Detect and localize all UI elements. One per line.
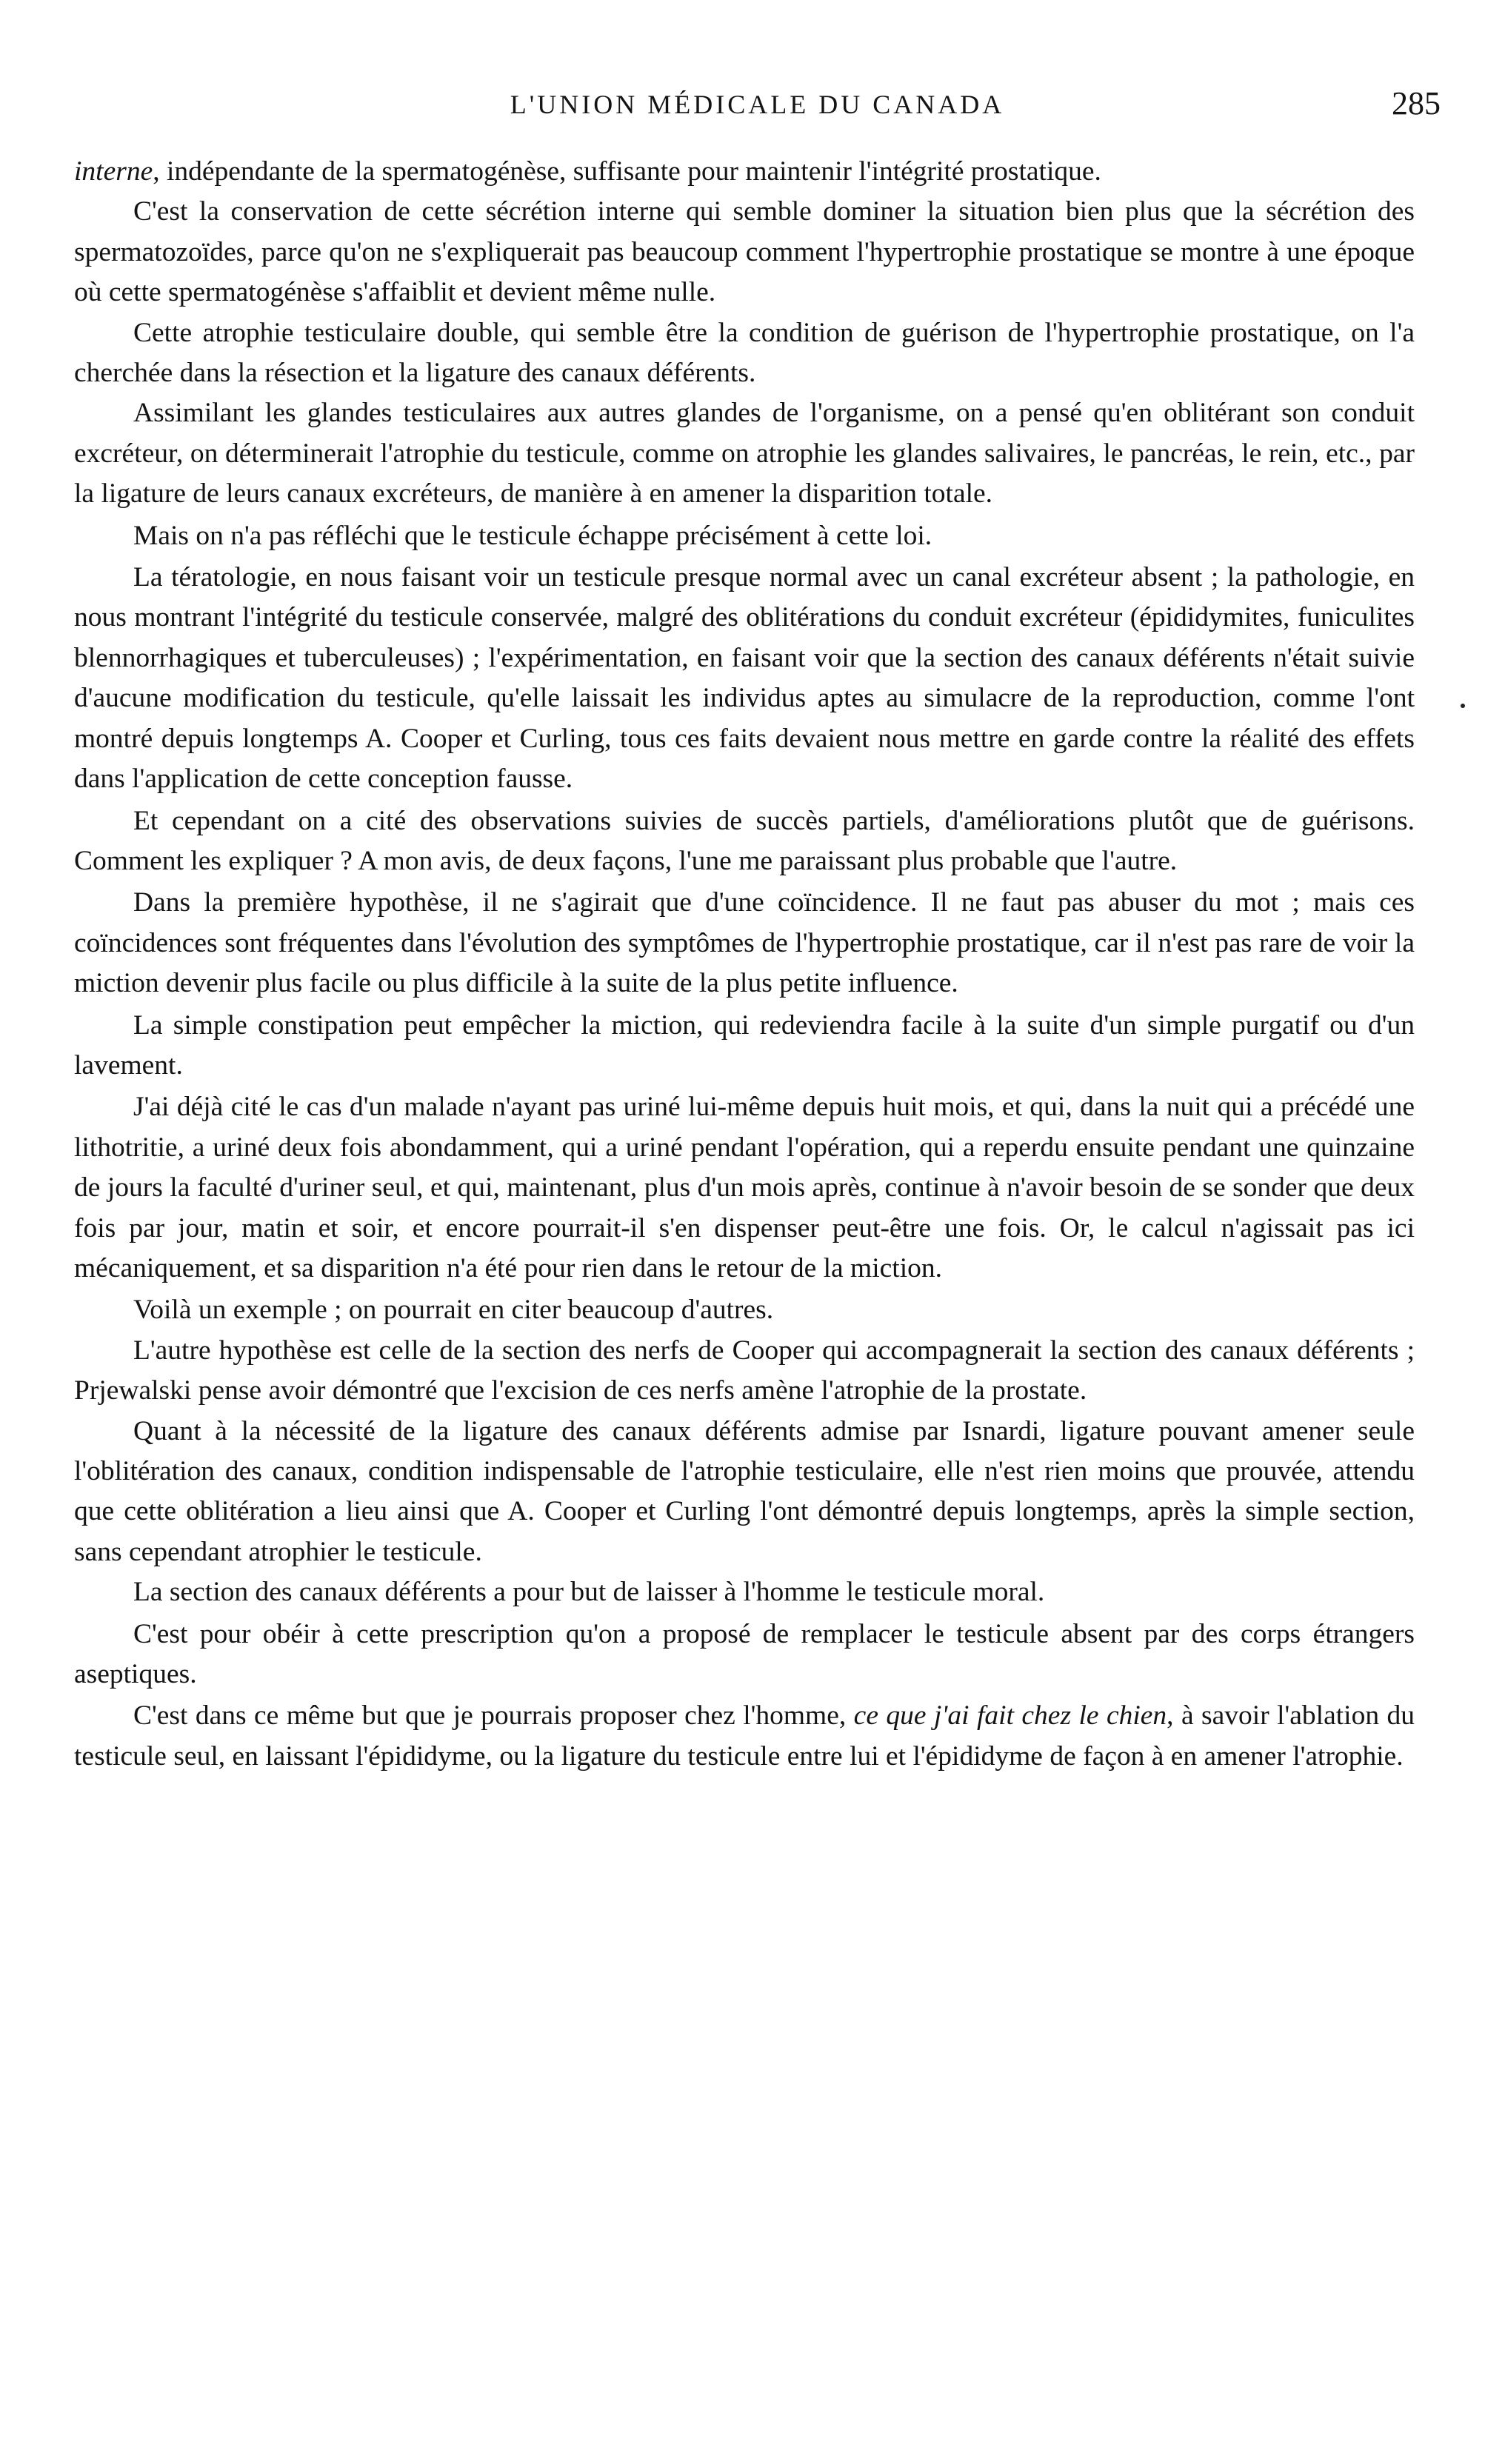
paragraph-text: , indépendante de la spermatogénèse, suffisante pour maintenir l'intégrité prostatique. bbox=[153, 156, 1101, 187]
paragraph-6: La tératologie, en nous faisant voir un testicule presque normal avec un canal excréteur absent ; la pathologie, en nous montrant l'intégrité du testicule conservée, malgré des oblitérations du conduit excréteur (épididymites, funiculites blennorrhagiques et tuberculeuses) ; l'expérimentation, en faisant voir que la section des canaux déférents n'était suivie d'aucune modification du testicule, qu'elle laissait les individus aptes au simulacre de la reproduction, comme l'ont montré depuis longtemps A. Cooper et Curling, tous ces faits devaient nous mettre en garde contre la réalité des effets dans l'application de cette conception fausse. bbox=[74, 562, 1415, 795]
paragraph-15: C'est pour obéir à cette prescription qu'on a proposé de remplacer le testicule absent par des corps étrangers aseptiques. bbox=[74, 1618, 1415, 1690]
running-title: L'UNION MÉDICALE DU CANADA bbox=[510, 90, 1005, 119]
paragraph-9: La simple constipation peut empêcher la miction, qui redeviendra facile à la suite d'un simple purgatif ou d'un lavement. bbox=[74, 1009, 1415, 1081]
italic-phrase: ce que j'ai fait chez le chien bbox=[853, 1700, 1167, 1732]
paragraph-text: , à savoir l'ablation du testicule seul, en laissant l'épididyme, ou la ligature du testicule entre lui et l'épididyme de façon à en amener l'atrophie. bbox=[74, 1700, 1415, 1772]
page-number: 285 bbox=[1392, 85, 1441, 121]
paragraph-13: Quant à la nécessité de la ligature des canaux déférents admise par Isnardi, ligature pouvant amener seule l'oblitération des canaux, condition indispensable de l'atrophie testiculaire, elle n'est rien moins que prouvée, attendu que cette oblitération a lieu ainsi que A. Cooper et Curling l'ont démontré depuis longtemps, après la simple section, sans cependant atrophier le testicule. bbox=[74, 1415, 1415, 1567]
print-speck bbox=[1461, 704, 1465, 708]
paragraph-7: Et cependant on a cité des observations suivies de succès partiels, d'améliorations plutôt que de guérisons. Comment les expliquer ? A mon avis, de deux façons, l'une me paraissant plus probable que l'autre. bbox=[74, 805, 1415, 876]
paragraph-5: Mais on n'a pas réfléchi que le testicule échappe précisément à cette loi. bbox=[133, 520, 932, 551]
paragraph-2: C'est la conservation de cette sécrétion interne qui semble dominer la situation bien plus que la sécrétion des spermatozoïdes, parce qu'on ne s'expliquerait pas beaucoup comment l'hypertrophie prostatique se montre à une époque où cette spermatogénèse s'affaiblit et devient même nulle. bbox=[74, 196, 1415, 308]
paragraph-4: Assimilant les glandes testiculaires aux autres glandes de l'organisme, on a pensé qu'en oblitérant son conduit excréteur, on déterminerait l'atrophie du testicule, comme on atrophie les glandes salivaires, le pancréas, le rein, etc., par la ligature de leurs canaux excréteurs, de manière à en amener la disparition totale. bbox=[74, 398, 1415, 510]
paragraph-3: Cette atrophie testiculaire double, qui semble être la condition de guérison de l'hypertrophie prostatique, on l'a cherchée dans la résection et la ligature des canaux déférents. bbox=[74, 317, 1415, 389]
italic-word: interne bbox=[74, 156, 153, 187]
paragraph-1 bbox=[74, 152, 1415, 192]
body-text bbox=[74, 152, 1415, 1777]
paragraph-16 bbox=[74, 1696, 1415, 1777]
paragraph-11: Voilà un exemple ; on pourrait en citer beaucoup d'autres. bbox=[133, 1295, 774, 1326]
paragraph-14: La section des canaux déférents a pour but de laisser à l'homme le testicule moral. bbox=[133, 1577, 1045, 1608]
paragraph-12: L'autre hypothèse est celle de la section des nerfs de Cooper qui accompagnerait la section des canaux déférents ; Prjewalski pense avoir démontré que l'excision de ces nerfs amène l'atrophie de la prostate. bbox=[74, 1335, 1415, 1406]
page-header bbox=[74, 85, 1441, 141]
paragraph-10: J'ai déjà cité le cas d'un malade n'ayant pas uriné lui-même depuis huit mois, et qui, dans la nuit qui a précédé une lithotritie, a uriné deux fois abondamment, qui a uriné pendant l'opération, qui a reperdu ensuite pendant une quinzaine de jours la faculté d'uriner seul, et qui, maintenant, plus d'un mois après, continue à n'avoir besoin de se sonder que deux fois par jour, matin et soir, et encore pourrait-il s'en dispenser peut-être une fois. Or, le calcul n'agissait pas ici mécaniquement, et sa disparition n'a été pour rien dans le retour de la miction. bbox=[74, 1092, 1415, 1283]
paragraph-text: C'est dans ce même but que je pourrais proposer chez l'homme, bbox=[133, 1700, 854, 1732]
paragraph-8: Dans la première hypothèse, il ne s'agirait que d'une coïncidence. Il ne faut pas abuser du mot ; mais ces coïncidences sont fréquentes dans l'évolution des symptômes de l'hypertrophie prostatique, car il n'est pas rare de voir la miction devenir plus facile ou plus difficile à la suite de la plus petite influence. bbox=[74, 887, 1415, 999]
